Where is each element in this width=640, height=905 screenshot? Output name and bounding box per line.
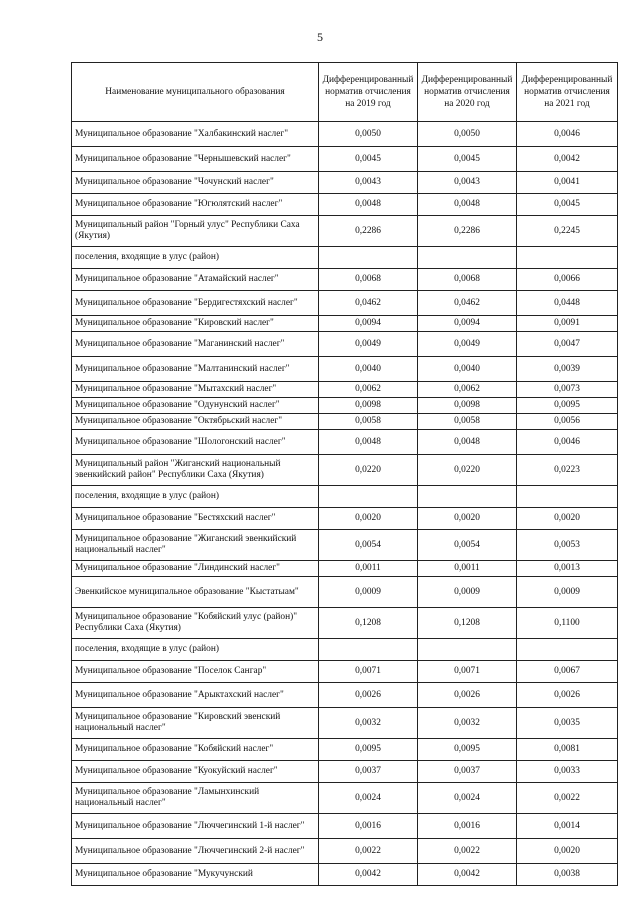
- municipality-name: Муниципальное образование "Шологонский наслег": [72, 430, 319, 455]
- municipality-name: Муниципальное образование "Жиганский эвенкийский национальный наслег": [72, 530, 319, 561]
- norm-2021: 0,1100: [517, 608, 618, 639]
- table-row: [72, 147, 618, 172]
- municipality-name: Муниципальное образование "Бестяхский наслег": [72, 508, 319, 530]
- norm-2020: 0,1208: [418, 608, 517, 639]
- norm-2021: [517, 639, 618, 661]
- norm-2021: 0,0014: [517, 814, 618, 839]
- table-row: [72, 332, 618, 357]
- table-header-row: [72, 63, 618, 122]
- page-number: 5: [317, 30, 323, 44]
- norm-2020: 0,0095: [418, 739, 517, 761]
- norm-2019: 0,0037: [319, 761, 418, 783]
- norm-2020: 0,0049: [418, 332, 517, 357]
- table-row: [72, 839, 618, 864]
- table-row: [72, 216, 618, 247]
- norm-2020: 0,0050: [418, 122, 517, 147]
- table-row: [72, 486, 618, 508]
- table-row: [72, 708, 618, 739]
- table-row: [72, 269, 618, 291]
- norm-2021: 0,0046: [517, 122, 618, 147]
- norm-2021: 0,0091: [517, 316, 618, 332]
- norm-2021: 0,0067: [517, 661, 618, 683]
- norm-2021: 0,0223: [517, 455, 618, 486]
- municipality-name: Муниципальное образование "Одунунский наслег": [72, 398, 319, 414]
- norm-2020: 0,0037: [418, 761, 517, 783]
- norm-2020: 0,0048: [418, 430, 517, 455]
- header-norm-2019: Дифференцированный норматив отчисления на 2019 год: [319, 63, 418, 122]
- norm-2021: 0,0081: [517, 739, 618, 761]
- table-row: [72, 661, 618, 683]
- section-label: поселения, входящие в улус (район): [72, 247, 319, 269]
- norm-2021: 0,0095: [517, 398, 618, 414]
- table-row: [72, 247, 618, 269]
- norm-2020: 0,0220: [418, 455, 517, 486]
- norm-2020: 0,0024: [418, 783, 517, 814]
- norm-2019: 0,0048: [319, 430, 418, 455]
- municipality-name: Муниципальное образование "Линдинский наслег": [72, 561, 319, 577]
- norm-2021: 0,0039: [517, 357, 618, 382]
- norm-2021: 0,0056: [517, 414, 618, 430]
- norm-2021: [517, 486, 618, 508]
- norm-2019: 0,0220: [319, 455, 418, 486]
- norm-2020: 0,0094: [418, 316, 517, 332]
- table-row: [72, 382, 618, 398]
- norm-2020: 0,0016: [418, 814, 517, 839]
- municipality-name: Муниципальное образование "Мытахский наслег": [72, 382, 319, 398]
- norm-2021: 0,0047: [517, 332, 618, 357]
- municipality-name: Муниципальный район "Жиганский национальный эвенкийский район" Республики Саха (Якутия): [72, 455, 319, 486]
- norm-2020: [418, 486, 517, 508]
- table-row: [72, 577, 618, 608]
- municipality-name: Муниципальное образование "Малтанинский наслег": [72, 357, 319, 382]
- table-row: [72, 608, 618, 639]
- municipality-name: Муниципальное образование "Поселок Сангар": [72, 661, 319, 683]
- header-municipality: Наименование муниципального образования: [72, 63, 319, 122]
- norm-2021: 0,0448: [517, 291, 618, 316]
- table-row: [72, 761, 618, 783]
- norm-2021: 0,0033: [517, 761, 618, 783]
- municipality-name: Муниципальный район "Горный улус" Республики Саха (Якутия): [72, 216, 319, 247]
- municipality-name: Муниципальное образование "Куокуйский наслег": [72, 761, 319, 783]
- municipality-name: Муниципальное образование "Кировский эвенский национальный наслег": [72, 708, 319, 739]
- norm-2019: 0,0048: [319, 194, 418, 216]
- municipality-name: Муниципальное образование "Чочунский наслег": [72, 172, 319, 194]
- table-row: [72, 739, 618, 761]
- norm-2019: [319, 486, 418, 508]
- table-row: [72, 398, 618, 414]
- norm-2020: 0,0068: [418, 269, 517, 291]
- norm-2019: 0,0016: [319, 814, 418, 839]
- norm-2019: 0,0062: [319, 382, 418, 398]
- norm-2019: [319, 639, 418, 661]
- norm-2020: 0,0048: [418, 194, 517, 216]
- norm-2019: 0,0095: [319, 739, 418, 761]
- municipality-name: Муниципальное образование "Люччегинский 2-й наслег": [72, 839, 319, 864]
- norm-2019: 0,0049: [319, 332, 418, 357]
- municipality-name: Муниципальное образование "Арыктахский наслег": [72, 683, 319, 708]
- norm-2019: 0,0094: [319, 316, 418, 332]
- municipality-name: Муниципальное образование "Халбакинский наслег": [72, 122, 319, 147]
- norm-2019: 0,0026: [319, 683, 418, 708]
- norm-2020: 0,0071: [418, 661, 517, 683]
- norm-2021: 0,0035: [517, 708, 618, 739]
- norm-2019: 0,0042: [319, 864, 418, 886]
- municipality-name: Муниципальное образование "Бердигестяхский наслег": [72, 291, 319, 316]
- municipality-name: Муниципальное образование "Маганинский наслег": [72, 332, 319, 357]
- table-row: [72, 814, 618, 839]
- norm-2019: 0,0020: [319, 508, 418, 530]
- norm-2020: 0,0011: [418, 561, 517, 577]
- table-row: [72, 316, 618, 332]
- norm-2021: 0,0073: [517, 382, 618, 398]
- norm-2020: 0,0058: [418, 414, 517, 430]
- norms-table: [71, 62, 618, 886]
- norm-2021: 0,0046: [517, 430, 618, 455]
- municipality-name: Муниципальное образование "Ламынхинский национальный наслег": [72, 783, 319, 814]
- norm-2020: 0,0045: [418, 147, 517, 172]
- table-row: [72, 530, 618, 561]
- norm-2020: 0,0022: [418, 839, 517, 864]
- norm-2021: [517, 247, 618, 269]
- table-row: [72, 683, 618, 708]
- norm-2019: 0,0462: [319, 291, 418, 316]
- norm-2019: 0,0024: [319, 783, 418, 814]
- municipality-name: Муниципальное образование "Кировский наслег": [72, 316, 319, 332]
- norm-2020: 0,0042: [418, 864, 517, 886]
- norm-2021: 0,0013: [517, 561, 618, 577]
- norm-2021: 0,0053: [517, 530, 618, 561]
- norm-2021: 0,0022: [517, 783, 618, 814]
- norm-2019: 0,0022: [319, 839, 418, 864]
- norm-2020: 0,0062: [418, 382, 517, 398]
- section-label: поселения, входящие в улус (район): [72, 639, 319, 661]
- table-row: [72, 122, 618, 147]
- table-row: [72, 291, 618, 316]
- table-row: [72, 172, 618, 194]
- norm-2021: 0,0066: [517, 269, 618, 291]
- norm-2019: [319, 247, 418, 269]
- table-row: [72, 357, 618, 382]
- norm-2021: 0,2245: [517, 216, 618, 247]
- norm-2020: 0,0026: [418, 683, 517, 708]
- municipality-name: Муниципальное образование "Атамайский наслег": [72, 269, 319, 291]
- norm-2020: 0,0020: [418, 508, 517, 530]
- norm-2020: 0,0009: [418, 577, 517, 608]
- municipality-name: Муниципальное образование "Мукучунский: [72, 864, 319, 886]
- norm-2020: 0,0462: [418, 291, 517, 316]
- norm-2021: 0,0041: [517, 172, 618, 194]
- header-norm-2021: Дифференцированный норматив отчисления на 2021 год: [517, 63, 618, 122]
- norm-2020: 0,0040: [418, 357, 517, 382]
- municipality-name: Муниципальное образование "Чернышевский наслег": [72, 147, 319, 172]
- table-row: [72, 639, 618, 661]
- norm-2019: 0,0054: [319, 530, 418, 561]
- municipality-name: Муниципальное образование "Югюлятский наслег": [72, 194, 319, 216]
- norm-2019: 0,1208: [319, 608, 418, 639]
- norm-2019: 0,0068: [319, 269, 418, 291]
- header-norm-2020: Дифференцированный норматив отчисления на 2020 год: [418, 63, 517, 122]
- norm-2019: 0,0045: [319, 147, 418, 172]
- norm-2021: 0,0020: [517, 508, 618, 530]
- norm-2020: 0,0043: [418, 172, 517, 194]
- norm-2019: 0,0058: [319, 414, 418, 430]
- norm-2020: 0,2286: [418, 216, 517, 247]
- norm-2019: 0,0071: [319, 661, 418, 683]
- norm-2020: 0,0098: [418, 398, 517, 414]
- municipality-name: Муниципальное образование "Кобяйский наслег": [72, 739, 319, 761]
- norm-2019: 0,2286: [319, 216, 418, 247]
- norm-2019: 0,0043: [319, 172, 418, 194]
- table-row: [72, 508, 618, 530]
- norm-2020: [418, 247, 517, 269]
- municipality-name: Муниципальное образование "Октябрьский наслег": [72, 414, 319, 430]
- norm-2020: 0,0054: [418, 530, 517, 561]
- norm-2021: 0,0009: [517, 577, 618, 608]
- section-label: поселения, входящие в улус (район): [72, 486, 319, 508]
- norm-2021: 0,0045: [517, 194, 618, 216]
- table-row: [72, 864, 618, 886]
- municipality-name: Эвенкийское муниципальное образование "Кыстатыам": [72, 577, 319, 608]
- norm-2021: 0,0038: [517, 864, 618, 886]
- norm-2021: 0,0026: [517, 683, 618, 708]
- municipality-name: Муниципальное образование "Кобяйский улус (район)" Республики Саха (Якутия): [72, 608, 319, 639]
- norm-2019: 0,0040: [319, 357, 418, 382]
- municipality-name: Муниципальное образование "Люччегинский 1-й наслег": [72, 814, 319, 839]
- norm-2019: 0,0050: [319, 122, 418, 147]
- table-row: [72, 194, 618, 216]
- norm-2021: 0,0020: [517, 839, 618, 864]
- norm-2019: 0,0032: [319, 708, 418, 739]
- norm-2020: [418, 639, 517, 661]
- norm-2019: 0,0098: [319, 398, 418, 414]
- norm-2019: 0,0009: [319, 577, 418, 608]
- table-row: [72, 783, 618, 814]
- norm-2020: 0,0032: [418, 708, 517, 739]
- norm-2021: 0,0042: [517, 147, 618, 172]
- table-row: [72, 455, 618, 486]
- table-row: [72, 561, 618, 577]
- norm-2019: 0,0011: [319, 561, 418, 577]
- table-row: [72, 430, 618, 455]
- table-row: [72, 414, 618, 430]
